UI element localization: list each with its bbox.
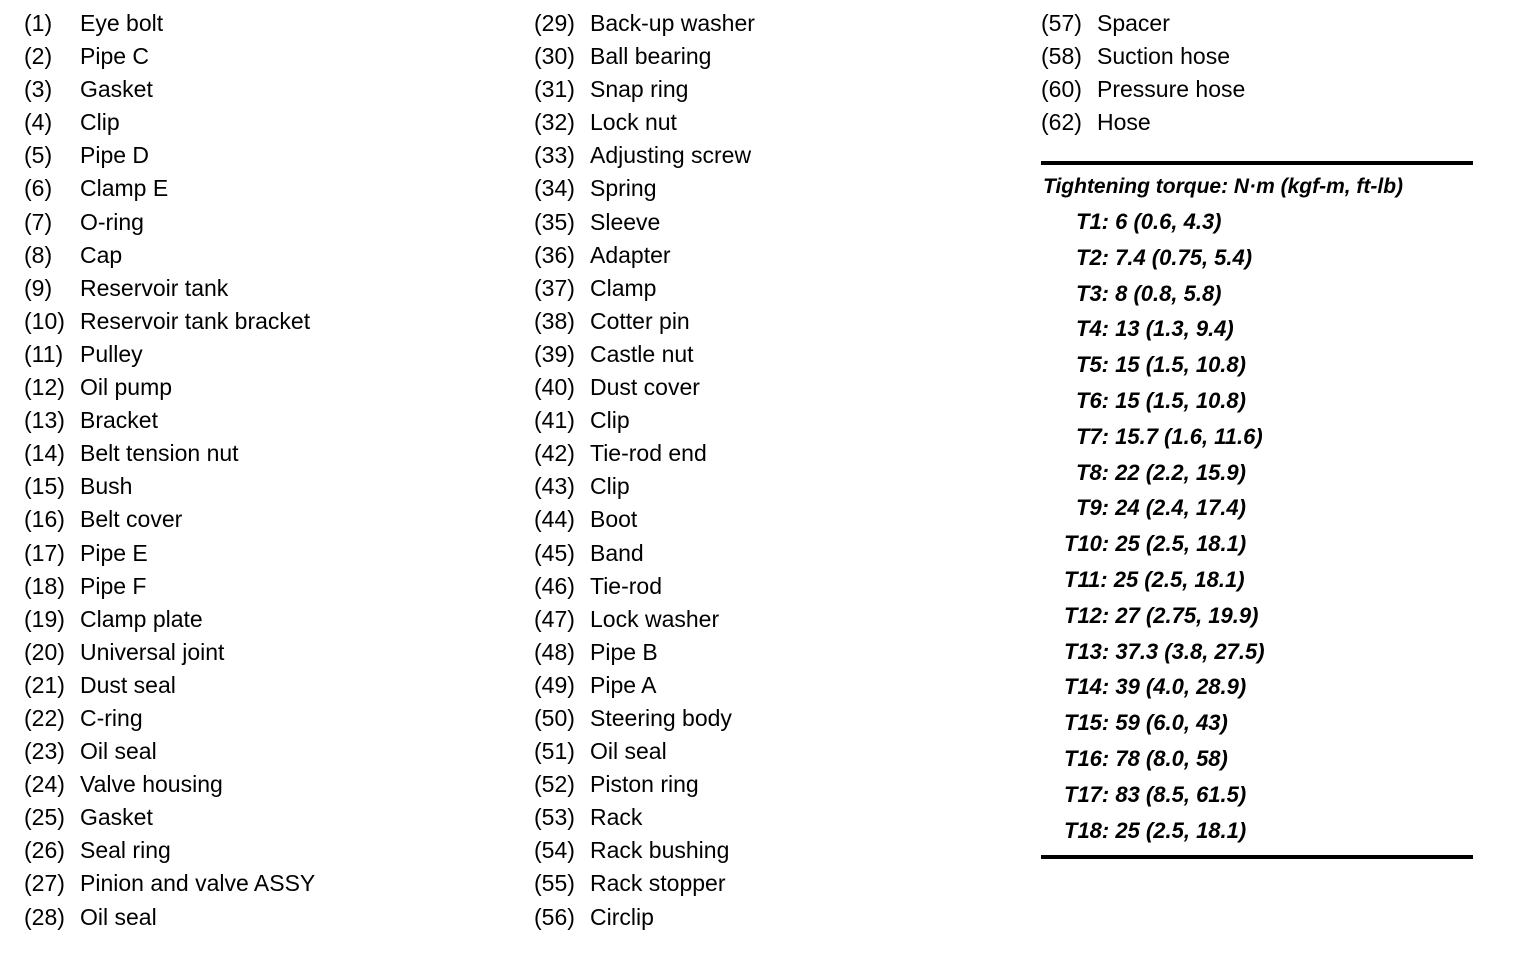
part-number: (50) [534, 704, 575, 731]
part-list-item [24, 8, 504, 41]
part-name: Piston ring [590, 771, 699, 798]
part-name: Circlip [590, 903, 654, 930]
torque-spec-item: T4: 13 (1.3, 9.4) [1076, 316, 1234, 342]
part-name: Gasket [80, 76, 153, 103]
part-list-item [24, 107, 504, 140]
part-list-item [24, 769, 504, 802]
parts-list-column-2 [534, 8, 1014, 935]
part-name: Adjusting screw [590, 142, 752, 169]
part-number: (29) [534, 10, 575, 36]
torque-table-heading: Tightening torque: N·m (kgf-m, ft-lb) [1043, 175, 1404, 198]
torque-spec-item: T12: 27 (2.75, 19.9) [1064, 602, 1259, 628]
part-list-item [534, 802, 1014, 835]
part-number: (33) [534, 142, 575, 169]
torque-spec-item: T17: 83 (8.5, 61.5) [1064, 781, 1247, 807]
part-number: (13) [24, 407, 65, 434]
part-list-item [24, 306, 504, 339]
part-name: Universal joint [80, 638, 225, 665]
part-name: Clip [590, 473, 630, 500]
part-name: Oil pump [80, 374, 173, 401]
part-list-item [534, 571, 1014, 604]
torque-spec-item: T9: 24 (2.4, 17.4) [1076, 495, 1246, 521]
torque-spec-item: T14: 39 (4.0, 28.9) [1064, 674, 1247, 700]
part-list-item [534, 670, 1014, 703]
part-number: (43) [534, 473, 575, 500]
part-name: O-ring [80, 208, 144, 235]
part-number: (9) [24, 274, 53, 301]
part-list-item [24, 41, 504, 74]
part-name: Clip [590, 407, 630, 434]
part-name: Oil seal [590, 738, 667, 765]
torque-spec-item: T13: 37.3 (3.8, 27.5) [1064, 638, 1265, 664]
part-number: (58) [1041, 43, 1082, 70]
part-name: Valve housing [80, 771, 223, 798]
part-number: (19) [24, 605, 65, 632]
torque-spec-item: T1: 6 (0.6, 4.3) [1076, 209, 1222, 234]
part-list-item [24, 74, 504, 107]
part-list-item [534, 604, 1014, 637]
torque-spec-item: T5: 15 (1.5, 10.8) [1076, 352, 1246, 378]
part-number: (31) [534, 76, 575, 103]
part-list-item [1041, 74, 1481, 107]
part-list-item [534, 637, 1014, 670]
part-number: (16) [24, 506, 65, 533]
part-list-item [24, 835, 504, 868]
part-list-item [24, 736, 504, 769]
parts-list-column-1 [24, 8, 504, 935]
torque-spec-item: T6: 15 (1.5, 10.8) [1076, 387, 1246, 413]
part-name: Reservoir tank [80, 274, 229, 301]
part-number: (35) [534, 208, 575, 235]
part-list-item [24, 173, 504, 206]
part-list-item [534, 207, 1014, 240]
part-number: (36) [534, 241, 575, 268]
part-list-item [534, 240, 1014, 273]
part-list-item [534, 140, 1014, 173]
part-name: Belt tension nut [80, 440, 239, 467]
part-name: Pressure hose [1097, 76, 1246, 103]
part-name: Sleeve [590, 208, 661, 235]
part-name: Lock nut [590, 109, 677, 136]
part-list-item [24, 471, 504, 504]
part-name: Rack bushing [590, 837, 730, 864]
part-number: (17) [24, 539, 65, 566]
part-number: (45) [534, 539, 575, 566]
part-name: Belt cover [80, 506, 183, 533]
part-number: (20) [24, 638, 65, 665]
part-number: (28) [24, 903, 65, 930]
part-number: (56) [534, 903, 575, 930]
part-number: (6) [24, 175, 53, 202]
part-number: (15) [24, 473, 65, 500]
torque-spec-item: T11: 25 (2.5, 18.1) [1064, 566, 1245, 592]
part-name: Tie-rod end [590, 440, 707, 467]
part-name: C-ring [80, 704, 143, 731]
torque-list [1064, 205, 1464, 849]
part-list-item [534, 107, 1014, 140]
part-list-item [24, 571, 504, 604]
part-name: Eye bolt [80, 10, 164, 36]
part-name: Pinion and valve ASSY [80, 870, 316, 897]
torque-spec-item: T3: 8 (0.8, 5.8) [1076, 280, 1222, 306]
part-name: Clamp E [80, 175, 169, 202]
part-number: (4) [24, 109, 53, 136]
part-number: (52) [534, 771, 575, 798]
part-name: Clip [80, 109, 120, 136]
part-name: Adapter [590, 241, 671, 268]
part-name: Pipe C [80, 43, 150, 70]
part-name: Bush [80, 473, 133, 500]
part-number: (38) [534, 307, 575, 334]
part-name: Pulley [80, 340, 143, 367]
part-number: (39) [534, 340, 575, 367]
part-number: (40) [534, 374, 575, 401]
part-number: (8) [24, 241, 53, 268]
part-number: (3) [24, 76, 53, 103]
part-list-item [534, 41, 1014, 74]
part-number: (53) [534, 804, 575, 831]
part-number: (48) [534, 638, 575, 665]
part-number: (1) [24, 10, 53, 36]
part-name: Lock washer [590, 605, 720, 632]
part-name: Snap ring [590, 76, 689, 103]
torque-spec-item: T16: 78 (8.0, 58) [1064, 745, 1228, 771]
part-name: Clamp plate [80, 605, 203, 632]
part-number: (21) [24, 671, 65, 698]
part-number: (32) [534, 109, 575, 136]
torque-spec-item: T7: 15.7 (1.6, 11.6) [1076, 423, 1263, 449]
torque-spec-item: T15: 59 (6.0, 43) [1064, 710, 1228, 736]
part-list-item [534, 902, 1014, 935]
part-list-item [24, 140, 504, 173]
part-name: Band [590, 539, 644, 566]
torque-table-bottom-rule [1041, 855, 1473, 859]
part-name: Castle nut [590, 340, 694, 367]
part-list-item [534, 835, 1014, 868]
torque-table-top-rule [1041, 161, 1473, 165]
part-list-item [534, 438, 1014, 471]
part-number: (46) [534, 572, 575, 599]
part-number: (2) [24, 43, 53, 70]
torque-spec-item: T10: 25 (2.5, 18.1) [1064, 531, 1247, 557]
part-name: Back-up washer [590, 10, 755, 36]
part-list-item [24, 802, 504, 835]
part-list-item [24, 670, 504, 703]
part-name: Boot [590, 506, 638, 533]
part-list-item [534, 306, 1014, 339]
part-name: Ball bearing [590, 43, 712, 70]
part-list-item [24, 273, 504, 306]
part-number: (26) [24, 837, 65, 864]
part-name: Pipe A [590, 671, 657, 698]
part-list-item [534, 339, 1014, 372]
part-list-item [24, 405, 504, 438]
part-number: (5) [24, 142, 53, 169]
part-name: Seal ring [80, 837, 171, 864]
part-name: Spacer [1097, 10, 1170, 36]
part-list-item [1041, 8, 1481, 41]
part-number: (23) [24, 738, 65, 765]
part-number: (37) [534, 274, 575, 301]
part-list-item [24, 868, 504, 901]
part-list-item [24, 207, 504, 240]
part-number: (22) [24, 704, 65, 731]
part-name: Dust seal [80, 671, 176, 698]
part-list-item [534, 8, 1014, 41]
part-number: (27) [24, 870, 65, 897]
part-number: (57) [1041, 10, 1082, 36]
part-number: (11) [24, 340, 64, 367]
part-name: Dust cover [590, 374, 700, 401]
part-list-item [24, 637, 504, 670]
part-number: (7) [24, 208, 53, 235]
part-name: Cap [80, 241, 123, 268]
part-name: Tie-rod [590, 572, 662, 599]
part-number: (51) [534, 738, 575, 765]
part-list-item [534, 504, 1014, 537]
part-name: Clamp [590, 274, 657, 301]
part-number: (62) [1041, 109, 1082, 136]
part-name: Rack [590, 804, 643, 831]
part-list-item [534, 868, 1014, 901]
part-name: Suction hose [1097, 43, 1230, 70]
part-name: Cotter pin [590, 307, 690, 334]
part-list-item [24, 339, 504, 372]
torque-spec-item: T2: 7.4 (0.75, 5.4) [1076, 244, 1253, 270]
part-name: Pipe E [80, 539, 148, 566]
part-number: (42) [534, 440, 575, 467]
part-list-item [24, 504, 504, 537]
part-name: Oil seal [80, 738, 157, 765]
part-list-item [534, 538, 1014, 571]
part-number: (55) [534, 870, 575, 897]
part-name: Oil seal [80, 903, 157, 930]
part-list-item [534, 769, 1014, 802]
part-name: Hose [1097, 109, 1151, 136]
part-list-item [1041, 41, 1481, 74]
part-list-item [534, 471, 1014, 504]
part-name: Steering body [590, 704, 732, 731]
part-name: Spring [590, 175, 657, 202]
part-list-item [24, 703, 504, 736]
part-number: (34) [534, 175, 575, 202]
part-list-item [24, 438, 504, 471]
part-number: (44) [534, 506, 575, 533]
part-list-item [24, 604, 504, 637]
part-list-item [534, 273, 1014, 306]
part-name: Pipe D [80, 142, 150, 169]
part-number: (24) [24, 771, 65, 798]
part-number: (10) [24, 307, 65, 334]
part-name: Reservoir tank bracket [80, 307, 311, 334]
part-list-item [24, 240, 504, 273]
part-list-item [24, 902, 504, 935]
part-number: (54) [534, 837, 575, 864]
part-number: (25) [24, 804, 65, 831]
part-list-item [24, 372, 504, 405]
part-number: (60) [1041, 76, 1082, 103]
part-number: (47) [534, 605, 575, 632]
part-number: (49) [534, 671, 575, 698]
part-list-item [534, 74, 1014, 107]
part-name: Rack stopper [590, 870, 726, 897]
part-name: Bracket [80, 407, 158, 434]
part-list-item [1041, 107, 1481, 140]
part-list-item [534, 405, 1014, 438]
part-list-item [534, 173, 1014, 206]
part-number: (41) [534, 407, 575, 434]
parts-list-column-3 [1041, 8, 1481, 140]
part-name: Gasket [80, 804, 153, 831]
part-number: (30) [534, 43, 575, 70]
part-list-item [534, 372, 1014, 405]
part-list-item [24, 538, 504, 571]
torque-spec-item: T8: 22 (2.2, 15.9) [1076, 459, 1246, 485]
torque-spec-item: T18: 25 (2.5, 18.1) [1064, 817, 1247, 843]
part-list-item [534, 703, 1014, 736]
part-name: Pipe F [80, 572, 147, 599]
part-number: (18) [24, 572, 65, 599]
part-number: (14) [24, 440, 65, 467]
part-list-item [534, 736, 1014, 769]
part-name: Pipe B [590, 638, 658, 665]
part-number: (12) [24, 374, 65, 401]
